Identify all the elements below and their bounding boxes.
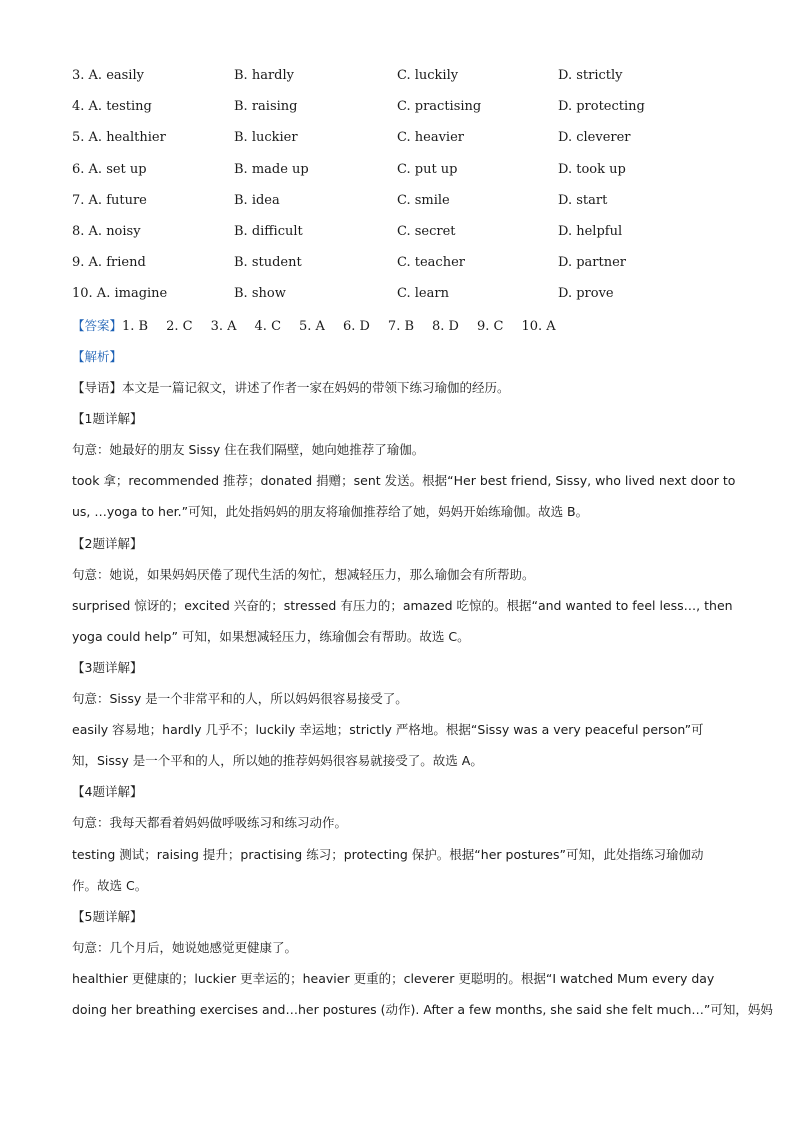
option-row bbox=[72, 66, 722, 97]
option-row bbox=[72, 128, 722, 159]
option-a: 3. A. easily bbox=[72, 68, 144, 83]
option-c: C. heavier bbox=[397, 130, 464, 146]
option-d: D. strictly bbox=[558, 68, 623, 83]
option-d: D. partner bbox=[558, 255, 627, 271]
q2-explanation: yoga could help” 可知，如果想减轻压力，练瑜伽会有帮助。故选 C。 bbox=[72, 628, 470, 644]
q5-heading: 【5题详解】 bbox=[72, 908, 143, 924]
option-a: 8. A. noisy bbox=[72, 223, 141, 239]
option-b: B. hardly bbox=[234, 68, 294, 83]
guide-label: 【导语】 bbox=[72, 380, 123, 396]
option-row bbox=[72, 253, 722, 284]
option-b: B. student bbox=[234, 255, 302, 271]
option-row bbox=[72, 160, 722, 191]
analysis-label: 【解析】 bbox=[72, 349, 123, 364]
option-a: 4. A. testing bbox=[72, 99, 152, 115]
q4-explanation: 作。故选 C。 bbox=[72, 877, 148, 893]
option-a: 5. A. healthier bbox=[72, 130, 166, 146]
option-b: B. show bbox=[234, 286, 286, 302]
q2-heading: 【2题详解】 bbox=[72, 535, 143, 551]
option-d: D. protecting bbox=[558, 99, 645, 115]
answer-item: 1. B bbox=[122, 319, 149, 334]
option-a: 9. A. friend bbox=[72, 255, 146, 271]
q4-explanation: testing 测试；raising 提升；practising 练习；protecting 保护。根据“her postures”可知，此处指练习瑜伽动 bbox=[72, 846, 704, 862]
option-c: C. smile bbox=[397, 192, 450, 208]
option-c: C. learn bbox=[397, 286, 449, 302]
answer-item: 7. B bbox=[387, 319, 415, 334]
answer-item: 2. C bbox=[166, 319, 193, 334]
q3-explanation: easily 容易地；hardly 几乎不；luckily 幸运地；strictly 严格地。根据“Sissy was a very peaceful person”可 bbox=[72, 722, 704, 738]
option-row bbox=[72, 97, 722, 128]
q4-heading: 【4题详解】 bbox=[72, 784, 143, 800]
answer-item: 4. C bbox=[254, 319, 282, 334]
q1-explanation: us, …yoga to her.”可知，此处指妈妈的朋友将瑜伽推荐给了她，妈妈开始练瑜伽。故选 B。 bbox=[72, 504, 589, 520]
answer-label: 【答案】 bbox=[72, 318, 123, 333]
option-d: D. cleverer bbox=[558, 130, 631, 146]
q3-meaning: 句意：Sissy 是一个非常平和的人，所以妈妈很容易接受了。 bbox=[72, 691, 408, 707]
option-d: D. took up bbox=[558, 161, 626, 177]
option-a: 7. A. future bbox=[72, 192, 147, 208]
guide-text: 本文是一篇记叙文，讲述了作者一家在妈妈的带领下练习瑜伽的经历。 bbox=[122, 380, 510, 396]
option-a: 6. A. set up bbox=[72, 161, 147, 177]
answer-key bbox=[72, 316, 574, 337]
answer-item: 6. D bbox=[342, 319, 370, 334]
option-c: C. luckily bbox=[397, 68, 459, 83]
option-b: B. raising bbox=[234, 99, 298, 115]
answer-item: 9. C bbox=[476, 319, 504, 334]
q2-meaning: 句意：她说，如果妈妈厌倦了现代生活的匆忙，想减轻压力，那么瑜伽会有所帮助。 bbox=[72, 566, 535, 582]
answer-item: 10. A bbox=[521, 319, 556, 334]
option-c: C. secret bbox=[397, 223, 456, 239]
answer-item: 5. A bbox=[299, 319, 325, 334]
option-a: 10. A. imagine bbox=[72, 286, 168, 302]
option-row bbox=[72, 222, 722, 253]
q4-meaning: 句意：我每天都看着妈妈做呼吸练习和练习动作。 bbox=[72, 815, 348, 831]
option-row bbox=[72, 191, 722, 222]
q5-explanation: healthier 更健康的；luckier 更幸运的；heavier 更重的；cleverer 更聪明的。根据“I watched Mum every day bbox=[72, 970, 715, 986]
option-d: D. start bbox=[558, 192, 608, 208]
option-c: C. put up bbox=[397, 161, 458, 177]
guide-line bbox=[72, 378, 722, 409]
option-b: B. luckier bbox=[234, 130, 298, 146]
option-b: B. made up bbox=[234, 161, 309, 177]
options-list bbox=[72, 66, 722, 316]
q5-meaning: 句意：几个月后，她说她感觉更健康了。 bbox=[72, 939, 298, 955]
q2-explanation: surprised 惊讶的；excited 兴奋的；stressed 有压力的；amazed 吃惊的。根据“and wanted to feel less…, then bbox=[72, 597, 733, 613]
option-c: C. practising bbox=[397, 99, 482, 115]
q5-explanation: doing her breathing exercises and…her postures (动作). After a few months, she said she felt much…”可知，妈妈 bbox=[72, 1001, 773, 1017]
q3-explanation: 知，Sissy 是一个平和的人，所以她的推荐妈妈很容易就接受了。故选 A。 bbox=[72, 753, 483, 769]
answer-item: 8. D bbox=[432, 319, 459, 334]
q3-heading: 【3题详解】 bbox=[72, 659, 143, 675]
option-c: C. teacher bbox=[397, 255, 465, 271]
option-b: B. idea bbox=[234, 192, 280, 208]
option-d: D. prove bbox=[558, 286, 614, 302]
option-b: B. difficult bbox=[234, 223, 303, 239]
q1-meaning: 句意：她最好的朋友 Sissy 住在我们隔壁，她向她推荐了瑜伽。 bbox=[72, 442, 425, 458]
analysis-section bbox=[72, 347, 773, 1031]
option-row bbox=[72, 284, 722, 315]
answer-item: 3. A bbox=[210, 319, 237, 334]
option-d: D. helpful bbox=[558, 223, 623, 239]
q1-explanation: took 拿；recommended 推荐；donated 捐赠；sent 发送。根据“Her best friend, Sissy, who lived next door to bbox=[72, 473, 736, 489]
q1-heading: 【1题详解】 bbox=[72, 411, 143, 427]
